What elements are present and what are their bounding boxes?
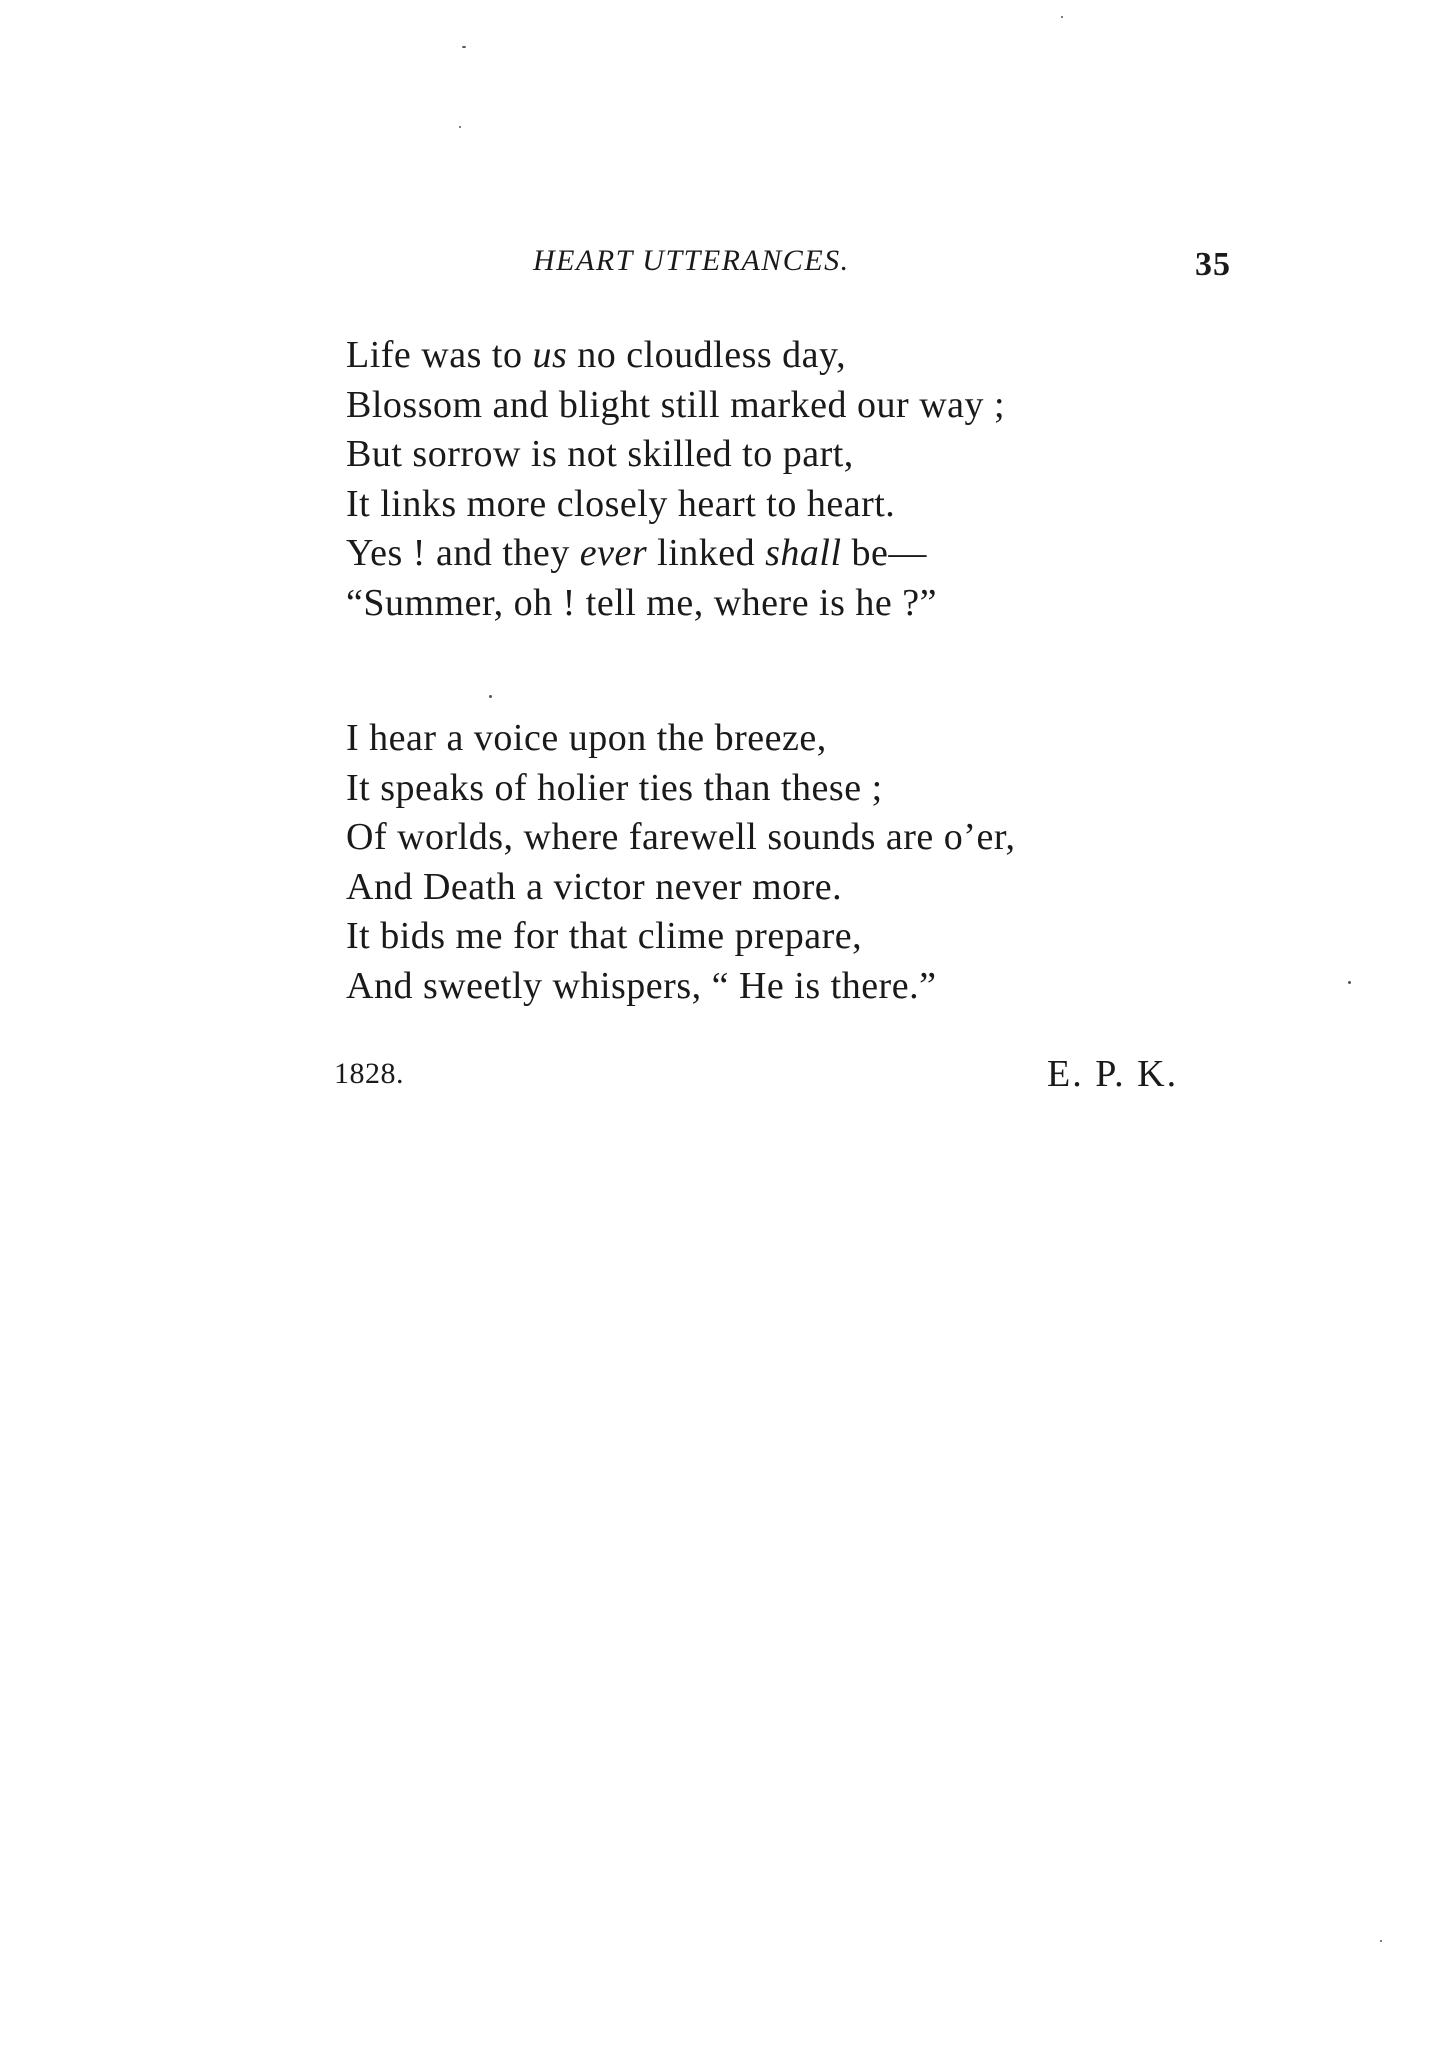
line-text: “Summer, oh ! tell me, where is he ?” <box>346 581 938 624</box>
print-speck <box>1380 1940 1382 1942</box>
poem-line <box>346 813 1246 863</box>
print-speck <box>489 695 492 698</box>
print-speck <box>1061 16 1063 18</box>
poem-line <box>346 430 1246 480</box>
poem-line <box>346 381 1246 431</box>
poem-line <box>346 579 1246 629</box>
poem-line <box>346 764 1246 814</box>
poem-line <box>346 480 1246 530</box>
line-text: Of worlds, where farewell sounds are o’er, <box>346 816 1016 858</box>
page-number: 35 <box>1195 246 1231 283</box>
line-text: And Death a victor never more. <box>346 865 843 908</box>
print-speck <box>462 46 466 48</box>
poem-line <box>346 529 1246 579</box>
line-text: It bids me for that clime prepare, <box>346 915 863 957</box>
emphasized-word: us <box>532 334 568 376</box>
emphasized-word: ever <box>579 532 648 574</box>
line-text: It speaks of holier ties than these ; <box>346 766 883 809</box>
line-text: be— <box>841 532 927 574</box>
poem-stanza-2 <box>346 714 1246 1011</box>
poem-line <box>346 714 1246 764</box>
line-text: no cloudless day, <box>567 334 847 376</box>
poem-line <box>346 331 1246 381</box>
poem-line <box>346 863 1246 913</box>
print-speck <box>1348 981 1351 984</box>
author-signature: E. P. K. <box>1047 1053 1179 1095</box>
print-speck <box>459 126 461 128</box>
poem-line <box>346 962 1246 1012</box>
line-text: Blossom and blight still marked our way ; <box>346 383 1006 426</box>
running-head-title: HEART UTTERANCES. <box>533 244 850 277</box>
poem-date: 1828. <box>334 1057 404 1090</box>
poem-stanza-1 <box>346 331 1246 628</box>
line-text: But sorrow is not skilled to part, <box>346 433 854 475</box>
line-text: linked <box>647 532 766 574</box>
line-text: Life was to <box>346 334 533 376</box>
line-text: And sweetly whispers, “ He is there.” <box>346 964 937 1007</box>
line-text: I hear a voice upon the breeze, <box>346 717 827 759</box>
poem-line <box>346 912 1246 962</box>
line-text: It links more closely heart to heart. <box>346 482 896 525</box>
line-text: Yes ! and they <box>346 532 580 574</box>
emphasized-word: shall <box>765 532 842 574</box>
